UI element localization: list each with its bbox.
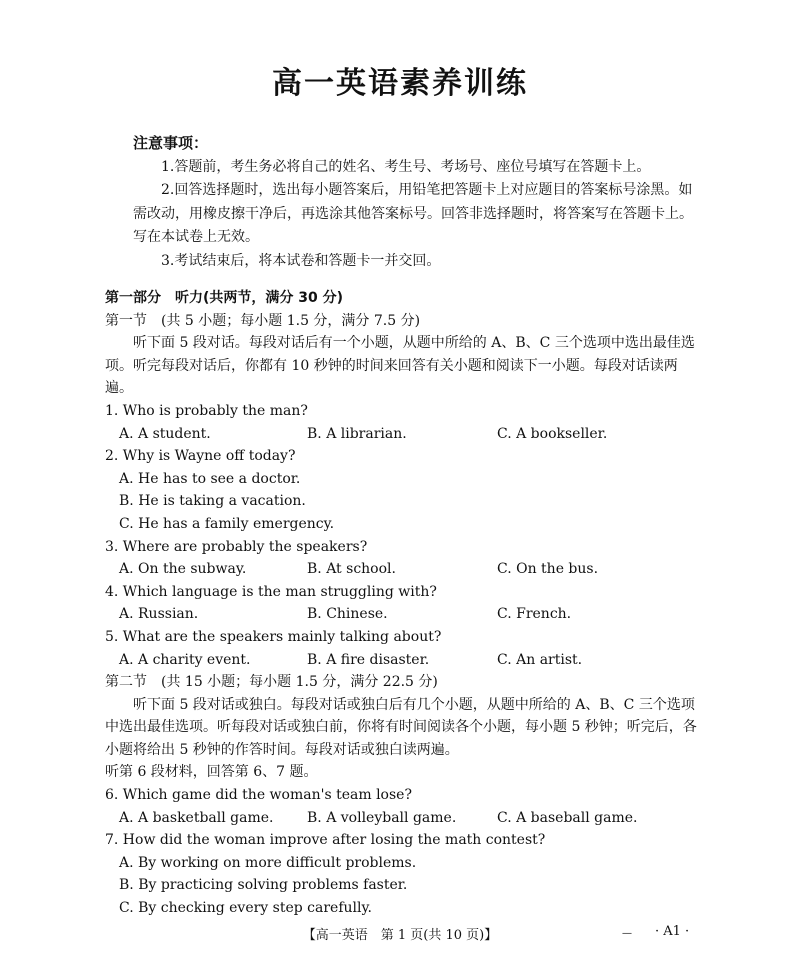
q5-option-b: B. A fire disaster. [307, 651, 430, 668]
q3-option-b: B. At school. [307, 561, 396, 578]
q4-option-a: A. Russian. [119, 606, 199, 623]
section2-heading: 第二节 (共 15 小题；每小题 1.5 分，满分 22.5 分) [105, 674, 438, 691]
notice-item-3: 3.考试结束后，将本试卷和答题卡一并交回。 [161, 252, 441, 269]
question-3-options [105, 558, 705, 581]
section1-heading: 第一节 (共 5 小题；每小题 1.5 分，满分 7.5 分) [105, 312, 421, 329]
question-4-options [105, 603, 705, 626]
q1-option-a: A. A student. [119, 425, 211, 442]
notice-heading: 注意事项： [133, 134, 209, 152]
q3-option-c: C. On the bus. [497, 561, 599, 578]
q5-option-c: C. An artist. [497, 651, 583, 668]
page-title: 高一英语素养训练 [272, 66, 528, 101]
question-1-options [105, 423, 705, 446]
q7-option-a: A. By working on more difficult problems. [119, 854, 417, 871]
material-6-note: 听第 6 段材料，回答第 6、7 题。 [105, 764, 318, 781]
q6-option-b: B. A volleyball game. [307, 809, 457, 826]
q2-option-b: B. He is taking a vacation. [119, 493, 306, 510]
q5-option-a: A. A charity event. [119, 651, 251, 668]
notice-item-2: 2.回答选择题时，选出每小题答案后，用铅笔把答题卡上对应题目的答案标号涂黑。如需改动，用橡皮擦干净后，再选涂其他答案标号。回答非选择题时，将答案写在答题卡上。写在本试卷上无效。 [133, 182, 693, 245]
q4-option-c: C. French. [497, 606, 572, 623]
footer-dash: — [622, 928, 632, 939]
footer-page-info: 【高一英语 第 1 页(共 10 页)】 [302, 928, 498, 943]
notice-item-1: 1.答题前，考生务必将自己的姓名、考生号、考场号、座位号填写在答题卡上。 [161, 158, 651, 175]
footer-code: · A1 · [655, 924, 690, 939]
question-5-options [105, 649, 705, 672]
q6-option-a: A. A basketball game. [119, 809, 274, 826]
notice-section [133, 132, 693, 273]
question-6-options [105, 807, 705, 830]
section1-instruction: 听下面 5 段对话。每段对话后有一个小题，从题中所给的 A、B、C 三个选项中选出最佳选项。听完每段对话后，你都有 10 秒钟的时间来回答有关小题和阅读下一小题。每段对话读两遍。 [105, 335, 695, 397]
listening-part [105, 287, 705, 920]
q7-option-b: B. By practicing solving problems faster. [119, 877, 408, 894]
part1-heading: 第一部分 听力(共两节，满分 30 分) [105, 290, 344, 306]
q2-option-a: A. He has to see a doctor. [119, 470, 301, 487]
question-4-stem: 4. Which language is the man struggling with? [105, 583, 437, 600]
q1-option-b: B. A librarian. [307, 425, 407, 442]
q1-option-c: C. A bookseller. [497, 425, 608, 442]
q2-option-c: C. He has a family emergency. [119, 515, 335, 532]
question-5-stem: 5. What are the speakers mainly talking about? [105, 628, 442, 645]
q7-option-c: C. By checking every step carefully. [119, 900, 372, 917]
question-3-stem: 3. Where are probably the speakers? [105, 538, 368, 555]
question-7-stem: 7. How did the woman improve after losing the math contest? [105, 832, 546, 849]
question-2-stem: 2. Why is Wayne off today? [105, 448, 296, 465]
question-1-stem: 1. Who is probably the man? [105, 402, 308, 419]
section2-instruction: 听下面 5 段对话或独白。每段对话或独白后有几个小题，从题中所给的 A、B、C 三个选项中选出最佳选项。听每段对话或独白前，你将有时间阅读各个小题，每小题 5 秒钟；听完后，各小题将给出 5 秒钟的作答时间。每段对话或独白读两遍。 [105, 696, 697, 758]
q6-option-c: C. A baseball game. [497, 809, 638, 826]
q4-option-b: B. Chinese. [307, 606, 388, 623]
question-6-stem: 6. Which game did the woman's team lose? [105, 787, 412, 804]
q3-option-a: A. On the subway. [119, 561, 247, 578]
